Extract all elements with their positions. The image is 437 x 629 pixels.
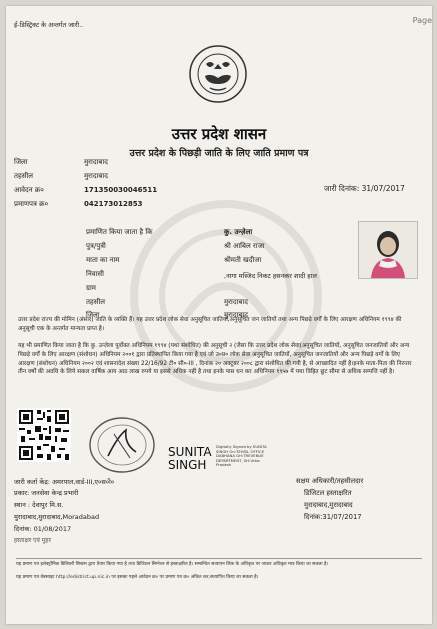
- qr-code-icon: [17, 408, 71, 462]
- signer-name-line1: SUNITA: [168, 445, 212, 459]
- caste-statement-paragraph: उत्तर प्रदेश राज्य की मोमिन (अंसार) जाति के व्यक्ति हैं। यह उत्तर प्रदेश लोक सेवा अनुसूचित जातियों,अनुसूचित जन जातियों तथा अन्य पिछड़े वर्गों के लिए आरक्षण अधिनियम १९९४ की अनुसूची एक के अन्तर्गत मान्यता प्राप्त है।: [18, 317, 402, 332]
- person-label-resident: निवासी: [86, 270, 104, 278]
- field-value-certificate-no: 042173012853: [84, 200, 143, 208]
- centre-date: दिनांक: 01/08/2017: [14, 525, 72, 533]
- certificate-page: [6, 6, 432, 624]
- field-value-district: मुरादाबाद: [84, 158, 108, 166]
- centre-place: स्थान : देवापुर मि.स.: [14, 501, 64, 509]
- person-value-name: कु. उन्ज़ेला: [224, 228, 253, 236]
- issue-date: जारी दिनांक: 31/07/2017: [324, 184, 405, 193]
- officer-place: मुरादाबाद,मुरादाबाद: [304, 501, 353, 509]
- creamy-layer-paragraph: यह भी प्रमाणित किया जाता है कि कु. उन्ज़ेला पूर्वोक्त अधिनियम १९९४ (यथा संशोधित) की अनुसूची २ (जैसा कि उत्तर प्रदेश लोक सेवा(अनुसूचित जातियों, अनुसूचित जनजातियों और अन्य पिछड़े वर्गों के लिए आरक्षण (संशोधन) अधिनियम २००१ द्वारा प्रतिस्थापित किया गया है एवं जो उ०प्र० लोक सेवा अनुसूचित जातियों, अनुसूचित जनजातियों और अन्य पिछड़े वर्गों के लिए आरक्षण (संशोधन) अधिनियम २००२ एवं शासनादेश संख्या 22/16/92 टी० सी०-III , दिनांक २० अक्टूबर २००८ द्वारा संशोधित की गयी है, से आच्छादित नहीं है।इनके माता-पिता की निरन्तर तीन वर्षों की अवधि के लिये सकल वार्षिक आय आठ लाख रुपये या इससे अधिक नहीं है तथा इनके पास धन कर अधिनियम १९५७ में यथा विहित छूट सीमा से अधिक सम्पत्ति नहीं है।: [18, 343, 412, 376]
- signer-name-line2: SINGH: [168, 458, 207, 472]
- person-value-district: मुरादाबाद: [224, 311, 248, 319]
- field-label-district: जिला: [14, 158, 28, 166]
- person-label-mother: माता का नाम: [86, 256, 120, 264]
- up-government-emblem-icon: [188, 44, 248, 104]
- footer-divider: [16, 558, 422, 559]
- digital-signature-note: Digitally Signed by SUNITA SINGH On:TEHSIL OFFICE DABHANA GH:TREVENUE DEPARTMENT, SH:Uttar Pradesh: [216, 444, 267, 468]
- person-label-parent: पुत्र/पुत्री: [86, 242, 106, 250]
- field-label-certificate-no: प्रमाणपत्र क्र०: [14, 200, 49, 208]
- person-value-address: ,नागा मस्जिद निकट हसनकर शादी हाल: [224, 272, 317, 280]
- centre-sign-seal: हस्ताक्षर एवं मुहर: [14, 537, 51, 544]
- person-photo-icon: [359, 222, 417, 278]
- field-label-application-no: आवेदन क्र०: [14, 186, 44, 194]
- officer-date: दिनांक:31/07/2017: [304, 513, 362, 521]
- field-label-tehsil: तहसील: [14, 172, 33, 180]
- header-note: ई-डिस्ट्रिक्ट के अन्तर्गत जारी..: [14, 21, 84, 29]
- footer-verification-note: यह प्रमाण पत्र वेबसाइट http://edistrict.up.nic.in पर इसका पहले आवेदन क्र० पर प्रमाण पत्र क्र० अंकित कर,सत्यापित किया जा सकता है।: [16, 575, 259, 580]
- page-label: Page: [412, 16, 432, 25]
- official-seal-stamp-icon: [88, 416, 156, 474]
- centre-city: मुरादाबाद,मुरादाबाद,Moradabad: [14, 513, 100, 521]
- footer-electronic-note: यह प्रमाण पत्र इलेक्ट्रॉनिक डिलिवरी सिस्टम द्वारा तैयार किया गया है तथा डिजिटल सिग्नेचर से हस्ताक्षरित है। सम्बन्धित सत्यापन लिंक के अधिकृत पर जाकर अधिकृत मात्र किया जा सकता है।: [16, 562, 329, 567]
- officer-title: सक्षम अधिकारी/तहसीलदार: [296, 477, 364, 485]
- issuing-centre: जारी कर्ता केंद्र: अमरपाल,वार्ड-III,ए०स०ी०: [14, 478, 115, 486]
- person-value-father: श्री आबिल राजा: [224, 242, 265, 250]
- certificate-subtitle: उत्तर प्रदेश के पिछड़ी जाति के लिए जाति प्रमाण पत्र: [129, 148, 309, 159]
- person-label-district: जिला: [86, 311, 100, 319]
- person-label-certify: प्रमाणित किया जाता है कि: [86, 228, 153, 236]
- field-value-application-no: 171350030046511: [84, 186, 158, 194]
- person-label-village: ग्राम: [86, 284, 96, 292]
- officer-digital-sign: डिजिटल हस्ताक्षरित: [304, 489, 352, 497]
- person-label-tehsil: तहसील: [86, 298, 105, 306]
- person-value-tehsil: मुरादाबाद: [224, 298, 248, 306]
- applicant-photo: [358, 221, 418, 279]
- centre-type: प्रकार: जनसेवा केन्द्र प्रभारी: [14, 489, 79, 497]
- certificate-title: उत्तर प्रदेश शासन: [171, 125, 267, 143]
- field-value-tehsil: मुरादाबाद: [84, 172, 108, 180]
- person-value-mother: श्रीमती खदीजा: [224, 256, 262, 264]
